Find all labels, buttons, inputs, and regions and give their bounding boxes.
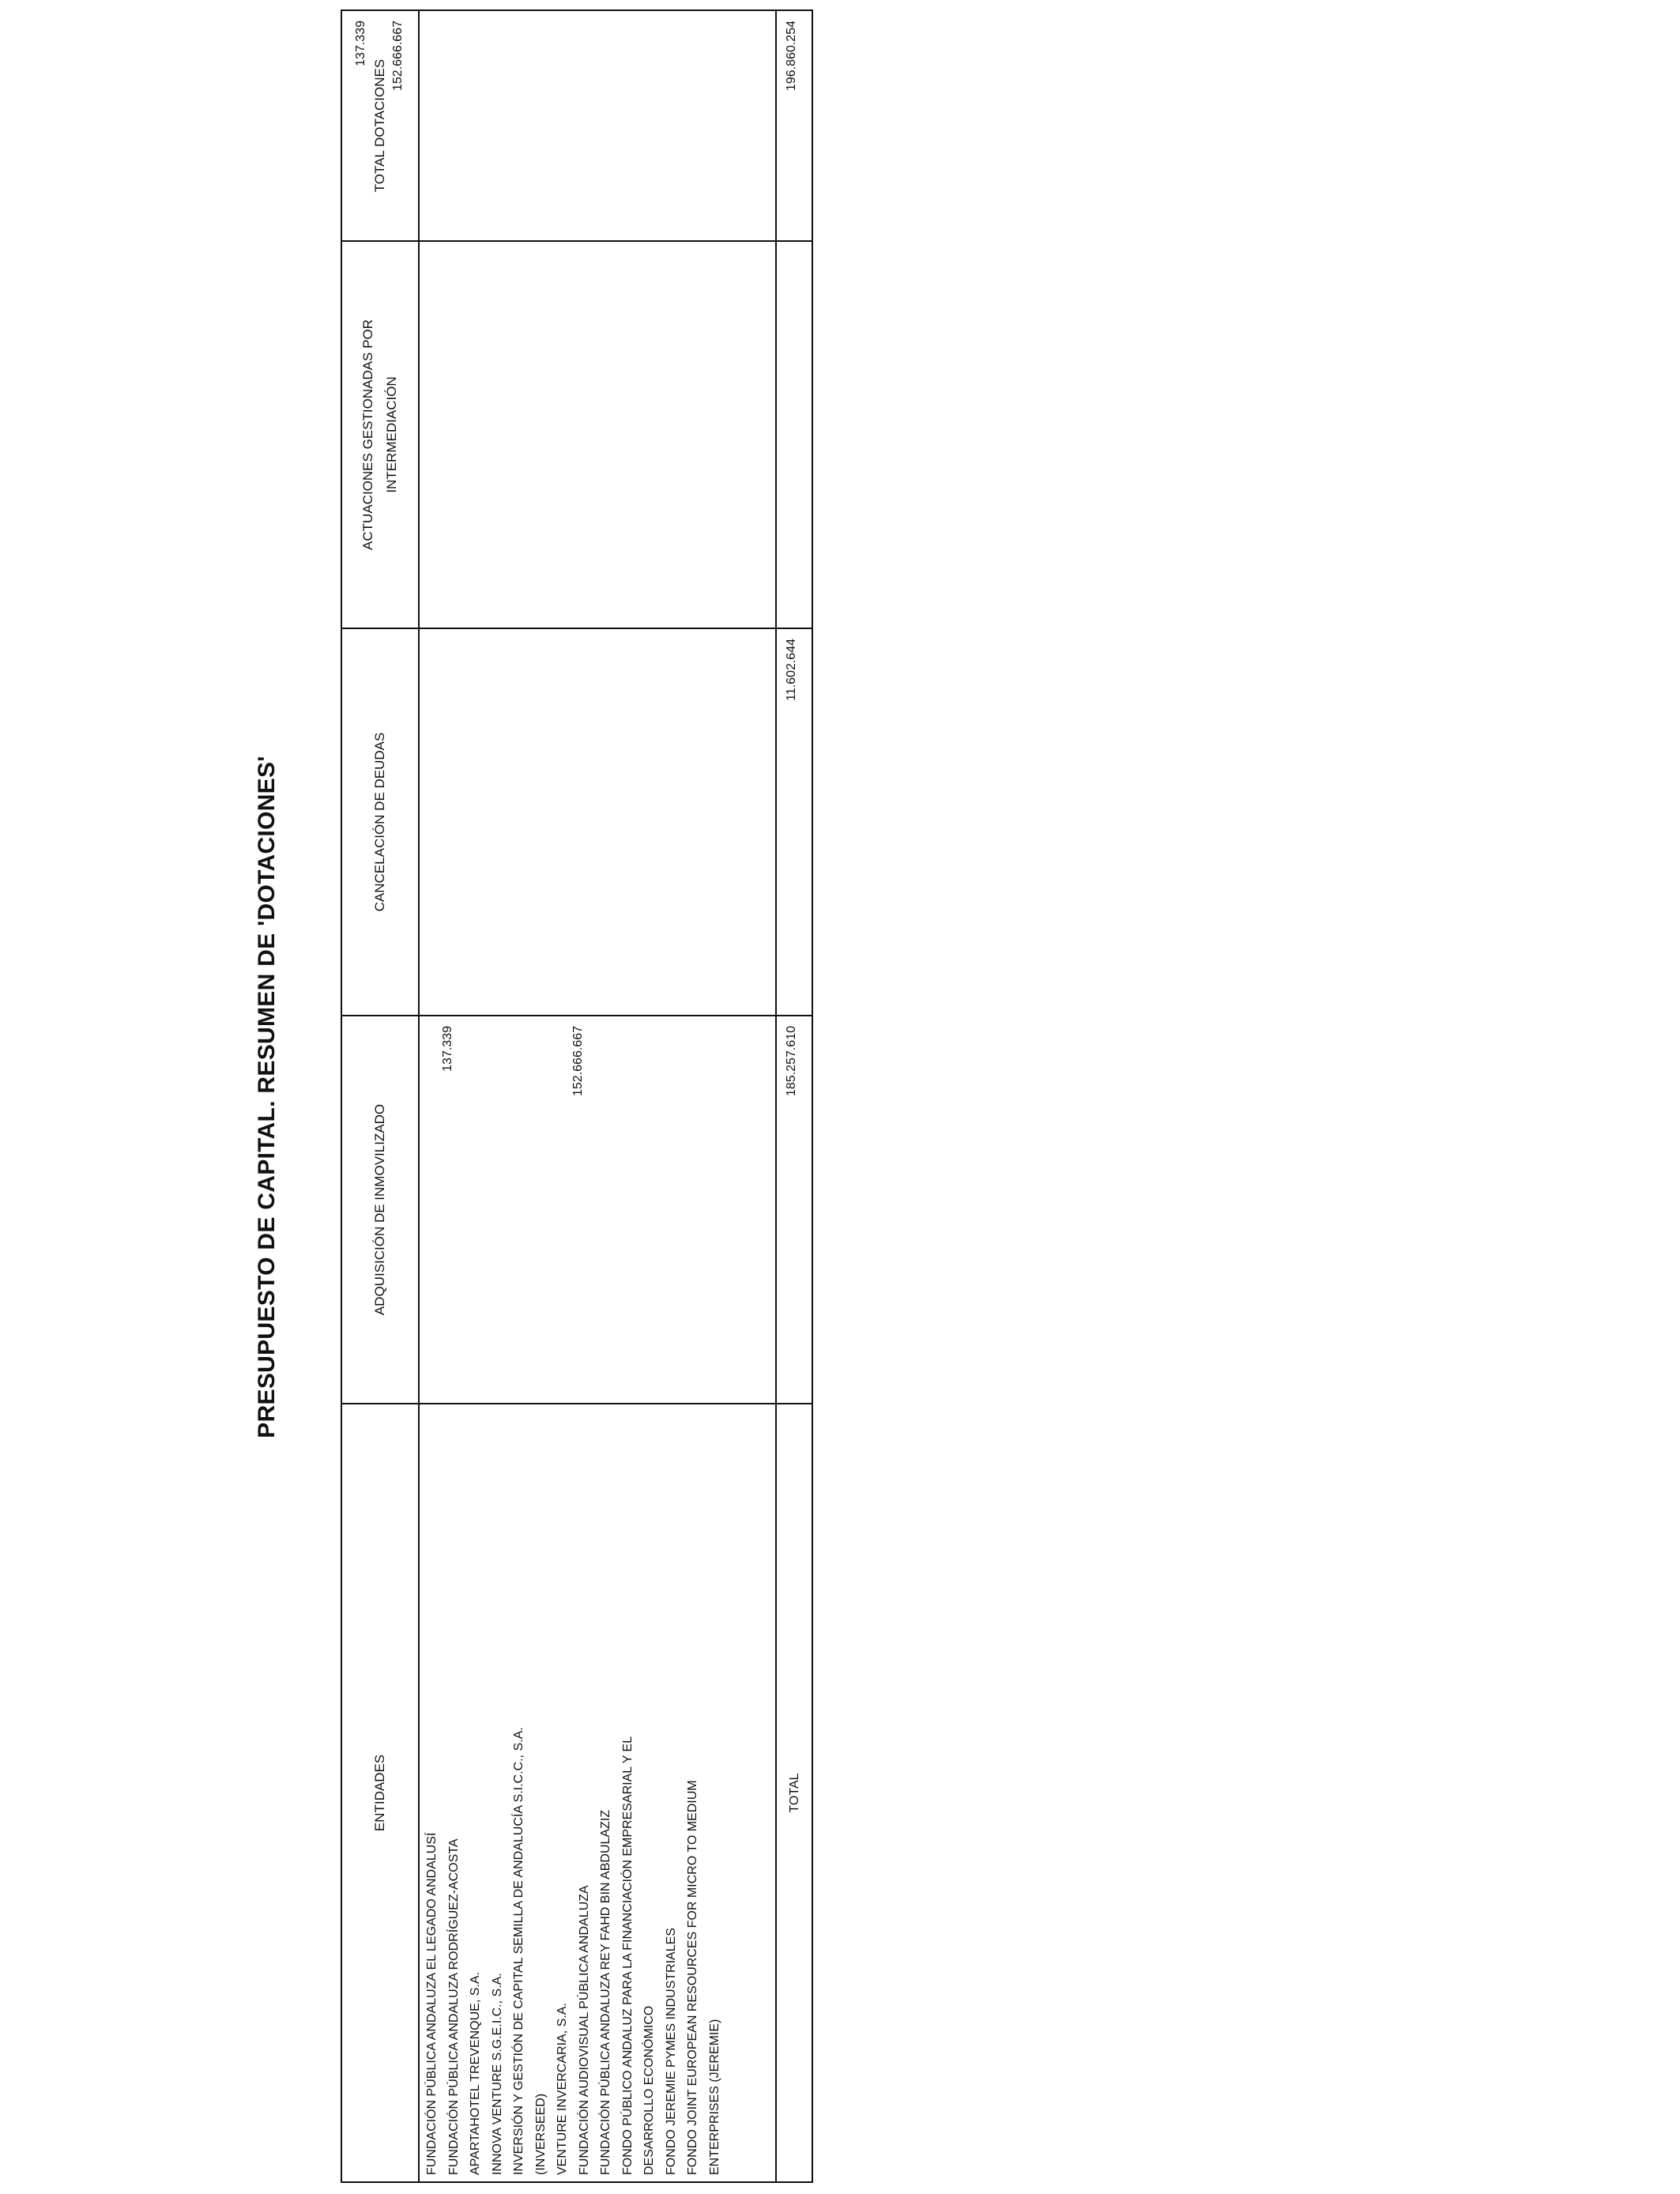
list-item: FUNDACIÓN PÚBLICA ANDALUZA REY FAHD BIN ABDULAZIZ [599, 1809, 612, 2175]
header-total-dotaciones: TOTAL DOTACIONES [372, 58, 387, 193]
list-item: VENTURE INVERCARIA, S.A. [556, 2003, 569, 2175]
list-item: DESARROLLO ECONÓMICO [642, 2005, 656, 2175]
list-item: APARTAHOTEL TREVENQUE, S.A. [469, 1972, 482, 2175]
value-rodriguez-adquisicion: 137.339 [441, 1026, 454, 1072]
column-cancelacion [342, 628, 812, 1015]
total-cancelacion: 11.602.644 [785, 639, 798, 701]
value-fondo-total: 152.666.667 [391, 21, 405, 91]
header-actuaciones: ACTUACIONES GESTIONADAS POR INTERMEDIACIÓN [360, 319, 399, 550]
list-item: INVERSIÓN Y GESTIÓN DE CAPITAL SEMILLA DE ANDALUCÍA S.I.C.C., S.A. [512, 1727, 525, 2175]
list-item: FUNDACIÓN AUDIOVISUAL PÚBLICA ANDALUZA [577, 1885, 591, 2175]
value-rodriguez-total: 137.339 [354, 21, 367, 66]
table-rotated-body [341, 9, 813, 2183]
list-item: INNOVA VENTURE S.G.E.I.C., S.A. [490, 1973, 504, 2175]
list-item: FUNDACIÓN PÚBLICA ANDALUZA RODRÍGUEZ-ACOSTA [446, 1838, 461, 2175]
page-title: PRESUPUESTO DE CAPITAL. RESUMEN DE 'DOTACIONES' [254, 756, 280, 1438]
list-item: ENTERPRISES (JEREMIE) [707, 2019, 721, 2175]
total-dotaciones: 196.860.254 [785, 21, 798, 91]
list-item: (INVERSEED) [533, 2093, 548, 2175]
entities-list [421, 1727, 725, 2175]
total-adquisicion: 185.257.610 [785, 1026, 798, 1096]
column-actuaciones [342, 240, 812, 628]
column-entidades [342, 1403, 812, 2181]
list-item: FUNDACIÓN PÚBLICA ANDALUZA EL LEGADO ANDALUSÍ [425, 1832, 439, 2175]
dotaciones-table [341, 9, 813, 2183]
value-fondo-adquisicion: 152.666.667 [571, 1026, 585, 1096]
column-adquisicion [342, 1015, 812, 1403]
header-adquisicion: ADQUISICIÓN DE INMOVILIZADO [372, 1103, 387, 1316]
list-item: FONDO PÚBLICO ANDALUZ PARA LA FINANCIACIÓN EMPRESARIAL Y EL [620, 1736, 635, 2175]
list-item: FONDO JOINT EUROPEAN RESOURCES FOR MICRO TO MEDIUM [686, 1780, 699, 2175]
header-entidades: ENTIDADES [372, 1754, 387, 1832]
column-total-dotaciones [342, 11, 812, 240]
header-cancelacion: CANCELACIÓN DE DEUDAS [372, 732, 387, 912]
total-label: TOTAL [788, 1773, 801, 1813]
list-item: FONDO JEREMIE PYMES INDUSTRIALES [664, 1928, 678, 2175]
